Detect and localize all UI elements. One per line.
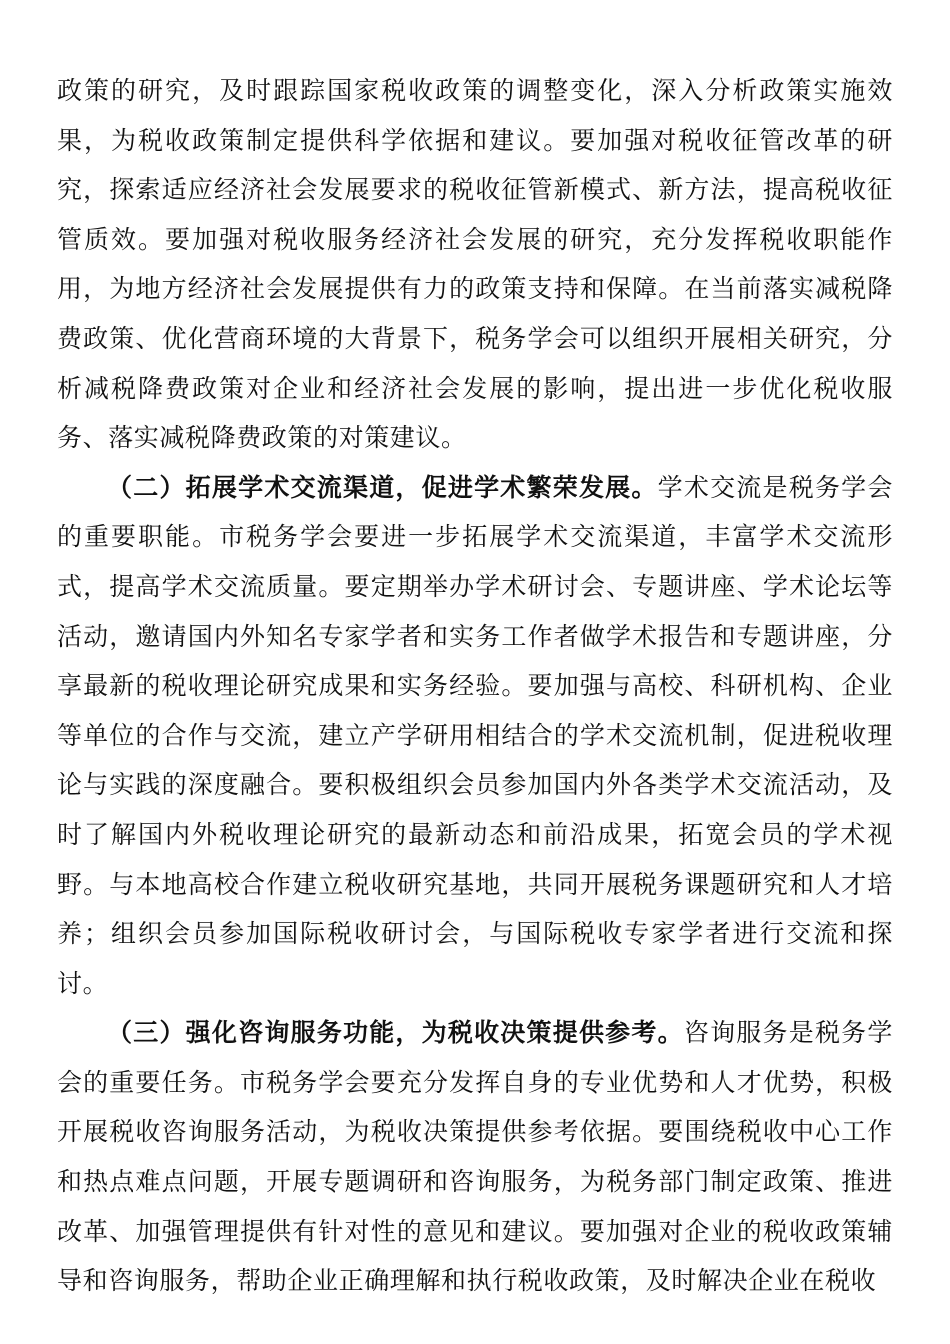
paragraph-2 xyxy=(57,463,893,1009)
paragraph-1 xyxy=(57,66,893,463)
paragraph-3-text: 咨询服务是税务学会的重要任务。市税务学会要充分发挥自身的专业优势和人才优势，积极开展税收咨询服务活动，为税收决策提供参考依据。要围绕税收中心工作和热点难点问题，开展专题调研和咨询服务，为税务部门制定政策、推进改革、加强管理提供有针对性的意见和建议。要加强对企业的税收政策辅导和咨询服务，帮助企业正确理解和执行税收政策，及时解决企业在税收 xyxy=(57,1018,894,1296)
document-body xyxy=(57,66,893,1306)
section-heading-2: （二）拓展学术交流渠道，促进学术繁荣发展。 xyxy=(107,472,658,502)
paragraph-3 xyxy=(57,1008,893,1306)
paragraph-1-text: 政策的研究，及时跟踪国家税收政策的调整变化，深入分析政策实施效果，为税收政策制定提供科学依据和建议。要加强对税收征管改革的研究，探索适应经济社会发展要求的税收征管新模式、新方法，提高税收征管质效。要加强对税收服务经济社会发展的研究，充分发挥税收职能作用，为地方经济社会发展提供有力的政策支持和保障。在当前落实减税降费政策、优化营商环境的大背景下，税务学会可以组织开展相关研究，分析减税降费政策对企业和经济社会发展的影响，提出进一步优化税收服务、落实减税降费政策的对策建议。 xyxy=(57,76,893,453)
section-heading-3: （三）强化咨询服务功能，为税收决策提供参考。 xyxy=(107,1018,684,1048)
paragraph-2-text: 学术交流是税务学会的重要职能。市税务学会要进一步拓展学术交流渠道，丰富学术交流形式，提高学术交流质量。要定期举办学术研讨会、专题讲座、学术论坛等活动，邀请国内外知名专家学者和实务工作者做学术报告和专题讲座，分享最新的税收理论研究成果和实务经验。要加强与高校、科研机构、企业等单位的合作与交流，建立产学研用相结合的学术交流机制，促进税收理论与实践的深度融合。要积极组织会员参加国内外各类学术交流活动，及时了解国内外税收理论研究的最新动态和前沿成果，拓宽会员的学术视野。与本地高校合作建立税收研究基地，共同开展税务课题研究和人才培养；组织会员参加国际税收研讨会，与国际税收专家学者进行交流和探讨。 xyxy=(57,472,893,998)
